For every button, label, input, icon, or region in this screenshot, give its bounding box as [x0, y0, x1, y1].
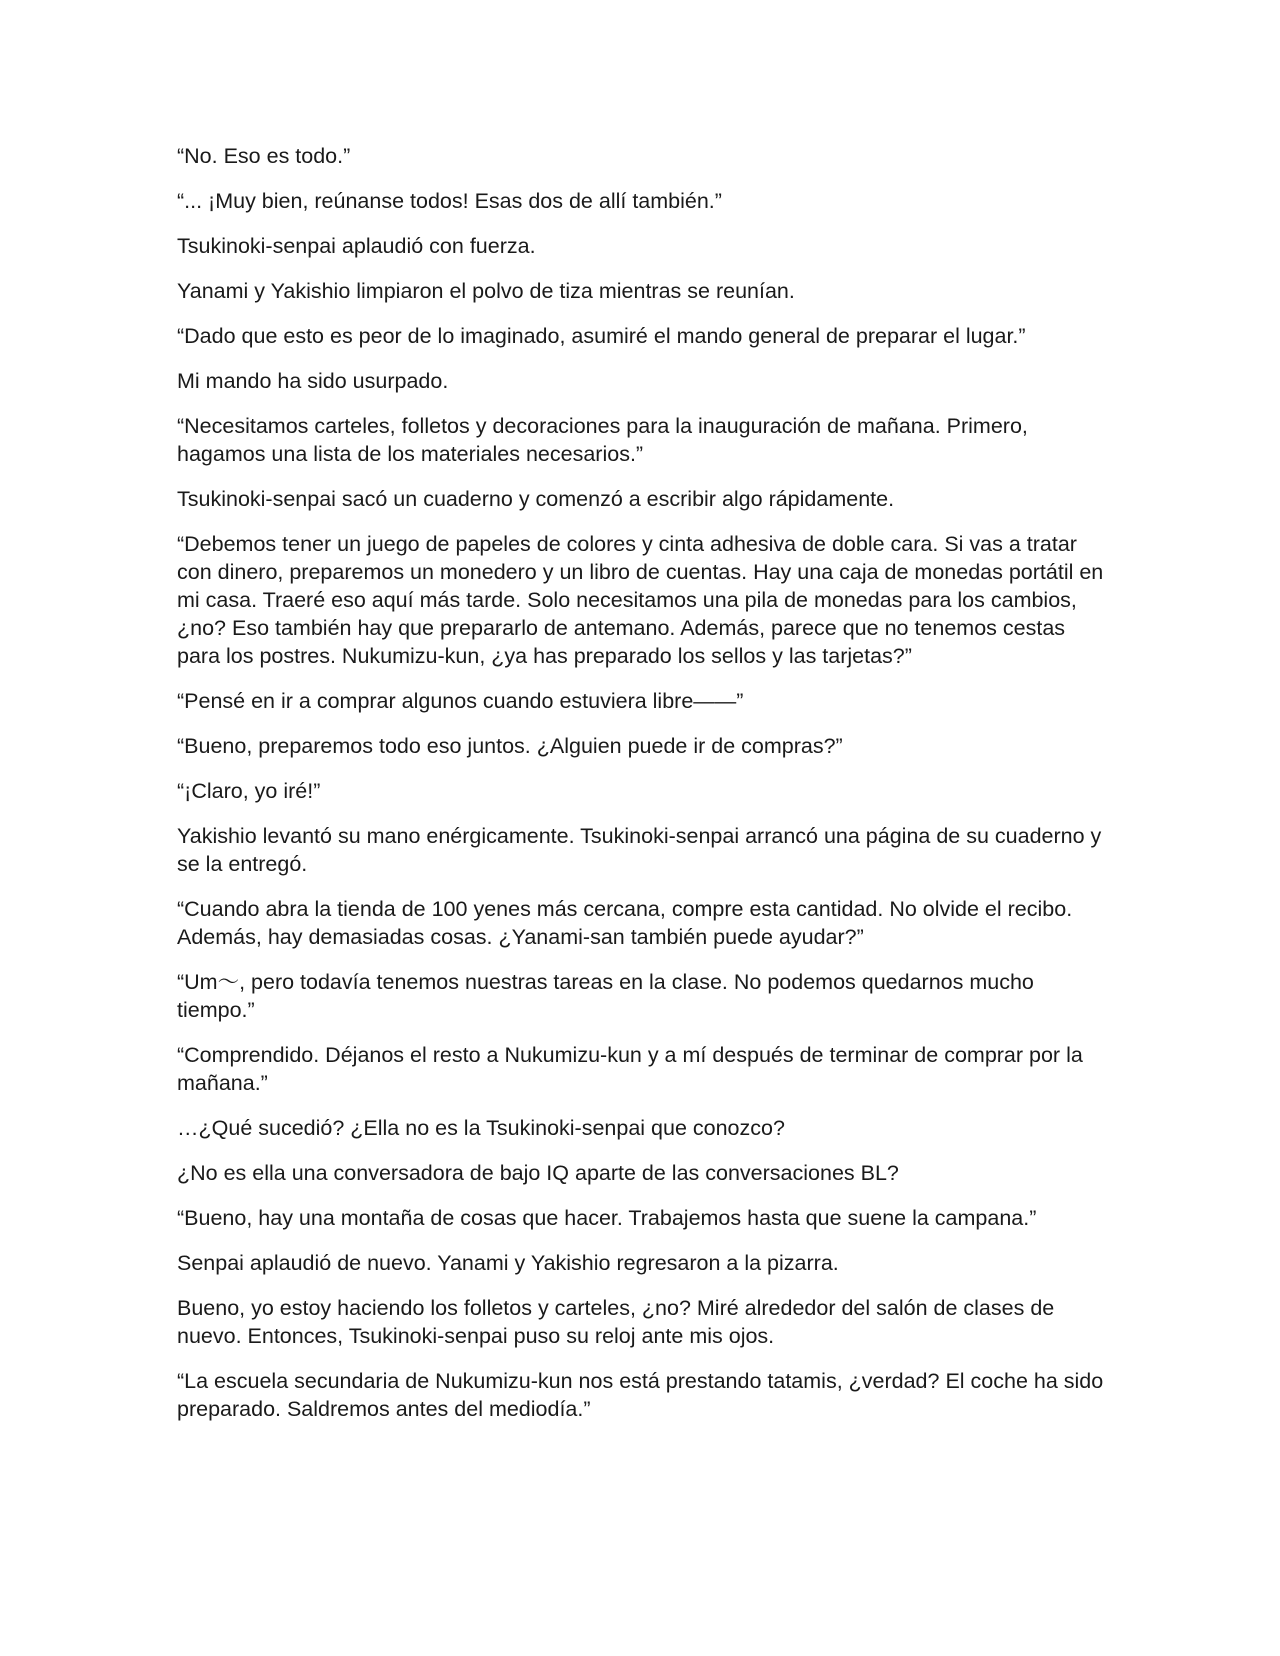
paragraph: “Debemos tener un juego de papeles de colores y cinta adhesiva de doble cara. Si vas a tratar con dinero, preparemos un monedero y un libro de cuentas. Hay una caja de monedas portátil en mi casa. Traeré eso aquí más tarde. Solo necesitamos una pila de monedas para los cambios, ¿no? Eso también hay que prepararlo de antemano. Además, parece que no tenemos cestas para los postres. Nukumizu-kun, ¿ya has preparado los sellos y las tarjetas?” [177, 532, 1104, 668]
paragraph: “Um～, pero todavía tenemos nuestras tareas en la clase. No podemos quedarnos mucho tiempo.” [177, 970, 1034, 1022]
paragraph: Tsukinoki-senpai sacó un cuaderno y comenzó a escribir algo rápidamente. [177, 487, 895, 511]
paragraph: “Cuando abra la tienda de 100 yenes más cercana, compre esta cantidad. No olvide el recibo. Además, hay demasiadas cosas. ¿Yanami-san también puede ayudar?” [177, 897, 1073, 949]
paragraph: “¡Claro, yo iré!” [177, 779, 321, 803]
paragraph: Senpai aplaudió de nuevo. Yanami y Yakishio regresaron a la pizarra. [177, 1251, 839, 1275]
paragraph: “La escuela secundaria de Nukumizu-kun nos está prestando tatamis, ¿verdad? El coche ha sido preparado. Saldremos antes del mediodía.” [177, 1369, 1104, 1421]
paragraph: “No. Eso es todo.” [177, 144, 351, 168]
paragraph: “Bueno, preparemos todo eso juntos. ¿Alguien puede ir de compras?” [177, 734, 843, 758]
paragraph: “Dado que esto es peor de lo imaginado, asumiré el mando general de preparar el lugar.” [177, 324, 1026, 348]
paragraph: “Necesitamos carteles, folletos y decoraciones para la inauguración de mañana. Primero, hagamos una lista de los materiales necesarios.” [177, 414, 1028, 466]
paragraph: Bueno, yo estoy haciendo los folletos y carteles, ¿no? Miré alrededor del salón de clases de nuevo. Entonces, Tsukinoki-senpai puso su reloj ante mis ojos. [177, 1296, 1055, 1348]
paragraph: “Bueno, hay una montaña de cosas que hacer. Trabajemos hasta que suene la campana.” [177, 1206, 1037, 1230]
paragraph: Yanami y Yakishio limpiaron el polvo de tiza mientras se reunían. [177, 279, 795, 303]
paragraph: “Comprendido. Déjanos el resto a Nukumizu-kun y a mí después de terminar de comprar por la mañana.” [177, 1043, 1083, 1095]
paragraph: Yakishio levantó su mano enérgicamente. Tsukinoki-senpai arrancó una página de su cuaderno y se la entregó. [177, 824, 1102, 876]
text-body [177, 142, 1107, 1440]
paragraph: “Pensé en ir a comprar algunos cuando estuviera libre——” [177, 689, 744, 713]
paragraph: Mi mando ha sido usurpado. [177, 369, 449, 393]
paragraph: Tsukinoki-senpai aplaudió con fuerza. [177, 234, 536, 258]
paragraph: “... ¡Muy bien, reúnanse todos! Esas dos de allí también.” [177, 189, 722, 213]
paragraph: …¿Qué sucedió? ¿Ella no es la Tsukinoki-senpai que conozco? [177, 1116, 785, 1140]
paragraph: ¿No es ella una conversadora de bajo IQ aparte de las conversaciones BL? [177, 1161, 899, 1185]
